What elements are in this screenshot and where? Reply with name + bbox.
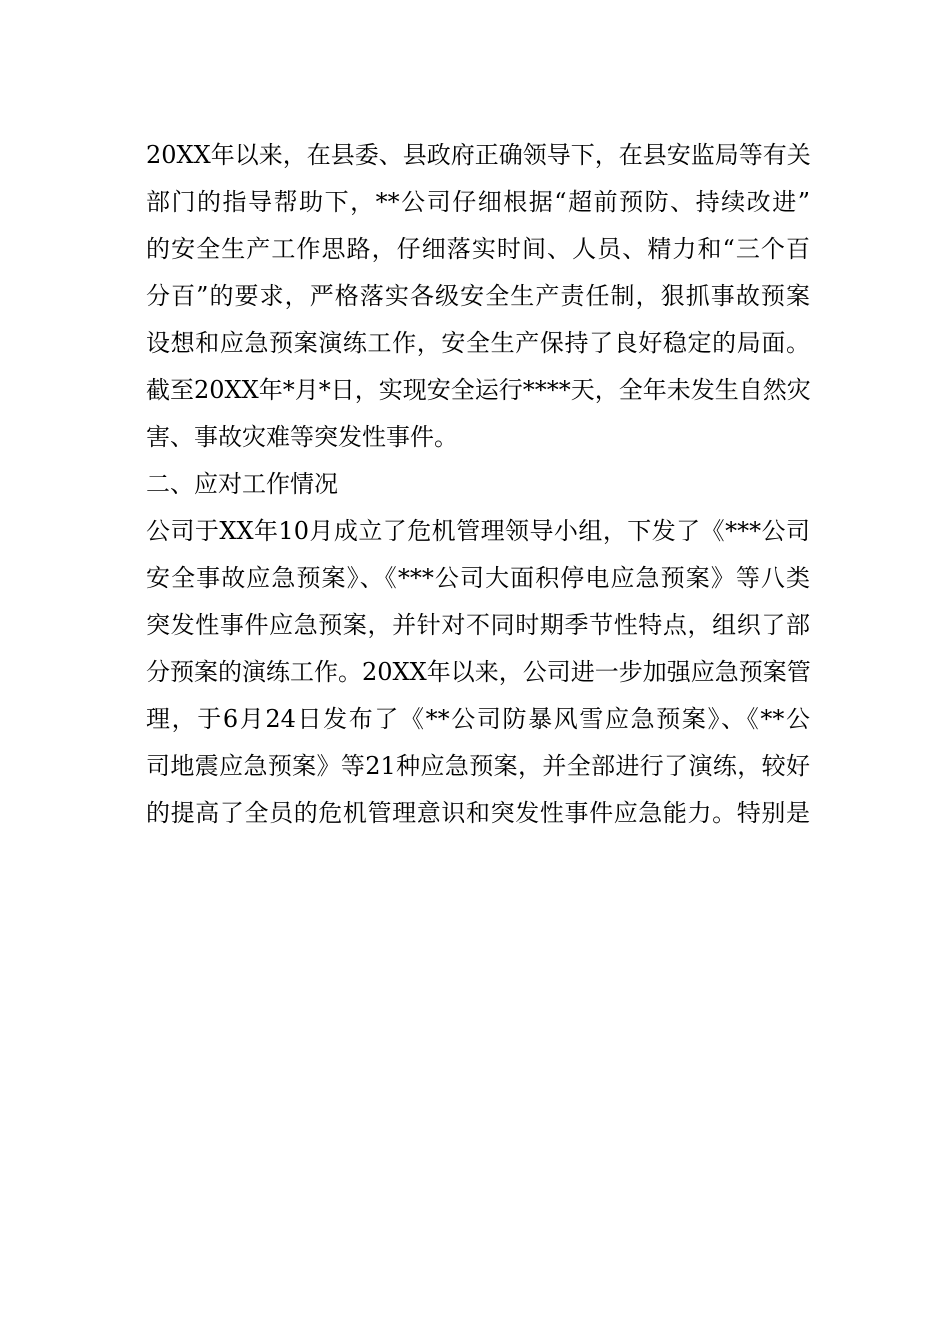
text-line: 理，于6月24日发布了《**公司防暴风雪应急预案》、《**公 xyxy=(146,705,810,733)
text-line: 突发性事件应急预案，并针对不同时期季节性特点，组织了部 xyxy=(146,611,810,639)
text-line: 的提高了全员的危机管理意识和突发性事件应急能力。特别是 xyxy=(146,799,810,827)
section-heading: 二、应对工作情况 xyxy=(146,470,338,498)
text-line: 公司于XX年10月成立了危机管理领导小组，下发了《***公司 xyxy=(146,517,810,545)
text-line: 害、事故灾难等突发性事件。 xyxy=(146,423,458,451)
text-line: 安全事故应急预案》、《***公司大面积停电应急预案》等八类 xyxy=(146,564,810,592)
text-line: 的安全生产工作思路，仔细落实时间、人员、精力和“三个百 xyxy=(146,235,810,263)
text-line: 20XX年以来，在县委、县政府正确领导下，在县安监局等有关 xyxy=(146,141,811,169)
text-line: 司地震应急预案》等21种应急预案，并全部进行了演练，较好 xyxy=(146,752,810,780)
text-line: 分百”的要求，严格落实各级安全生产责任制，狠抓事故预案 xyxy=(146,282,810,310)
text-line: 设想和应急预案演练工作，安全生产保持了良好稳定的局面。 xyxy=(146,329,810,357)
text-line: 部门的指导帮助下，**公司仔细根据“超前预防、持续改进” xyxy=(146,188,810,216)
text-line: 分预案的演练工作。20XX年以来，公司进一步加强应急预案管 xyxy=(146,658,811,686)
text-line: 截至20XX年*月*日，实现安全运行****天，全年未发生自然灾 xyxy=(146,376,811,404)
